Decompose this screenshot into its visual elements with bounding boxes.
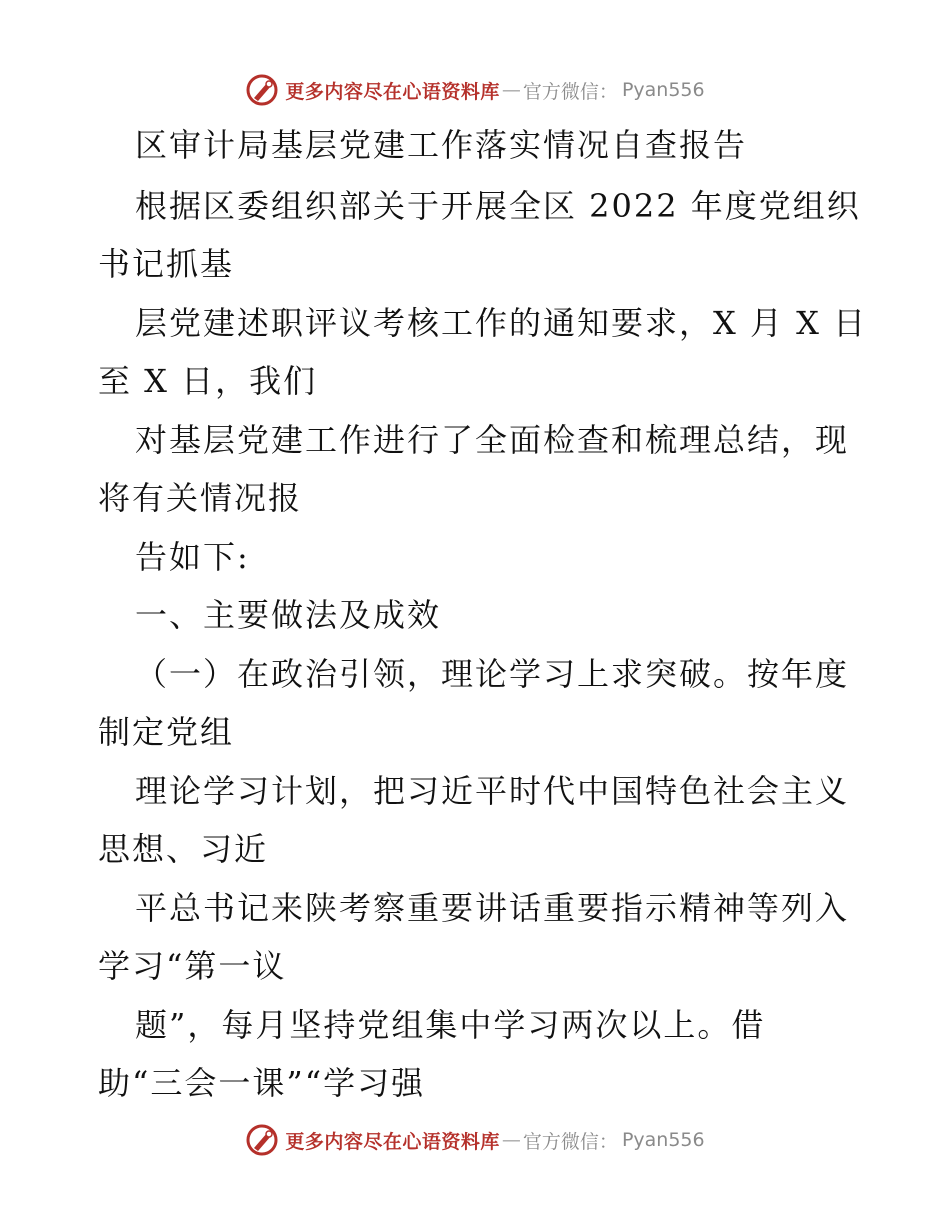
watermark-header bbox=[0, 70, 950, 110]
paragraph-line: 学习“第一议 bbox=[98, 947, 287, 985]
paragraph-line: 平总书记来陕考察重要讲话重要指示精神等列入 bbox=[135, 889, 850, 927]
paragraph-line: 制定党组 bbox=[98, 713, 235, 751]
watermark-text: 更多内容尽在心语资料库 bbox=[285, 1130, 500, 1153]
section-heading: 一、主要做法及成效 bbox=[135, 596, 442, 634]
watermark-text: 更多内容尽在心语资料库 bbox=[285, 80, 500, 103]
watermark-footer bbox=[0, 1120, 950, 1160]
paragraph-line: 根据区委组织部关于开展全区 2022 年度党组织 bbox=[135, 187, 861, 225]
paragraph-line: 对基层党建工作进行了全面检查和梳理总结，现 bbox=[135, 421, 850, 459]
paragraph-line: 告如下: bbox=[135, 538, 250, 576]
paragraph-line: 层党建述职评议考核工作的通知要求，X 月 X 日 bbox=[135, 304, 868, 342]
watermark-label: 官方微信： bbox=[522, 80, 618, 103]
paragraph-line: 题”，每月坚持党组集中学习两次以上。借 bbox=[135, 1006, 766, 1044]
document-body bbox=[0, 120, 950, 1110]
watermark-label: 官方微信： bbox=[522, 1130, 618, 1153]
pen-logo-icon bbox=[245, 73, 279, 107]
paragraph-line: 至 X 日，我们 bbox=[98, 362, 318, 400]
paragraph-line: 理论学习计划，把习近平时代中国特色社会主义 bbox=[135, 772, 850, 810]
paragraph-line: （一）在政治引领，理论学习上求突破。按年度 bbox=[135, 655, 850, 693]
paragraph-line: 助“三会一课”“学习强 bbox=[98, 1064, 426, 1102]
pen-logo-icon bbox=[245, 1123, 279, 1157]
paragraph-line: 书记抓基 bbox=[98, 245, 235, 283]
watermark-dash: — bbox=[501, 79, 521, 101]
watermark-dash: — bbox=[501, 1129, 521, 1151]
paragraph-line: 思想、习近 bbox=[98, 830, 269, 868]
document-title: 区审计局基层党建工作落实情况自查报告 bbox=[135, 126, 748, 164]
watermark-id: Pyan556 bbox=[621, 1129, 705, 1151]
paragraph-line: 将有关情况报 bbox=[98, 479, 303, 517]
watermark-id: Pyan556 bbox=[621, 79, 705, 101]
